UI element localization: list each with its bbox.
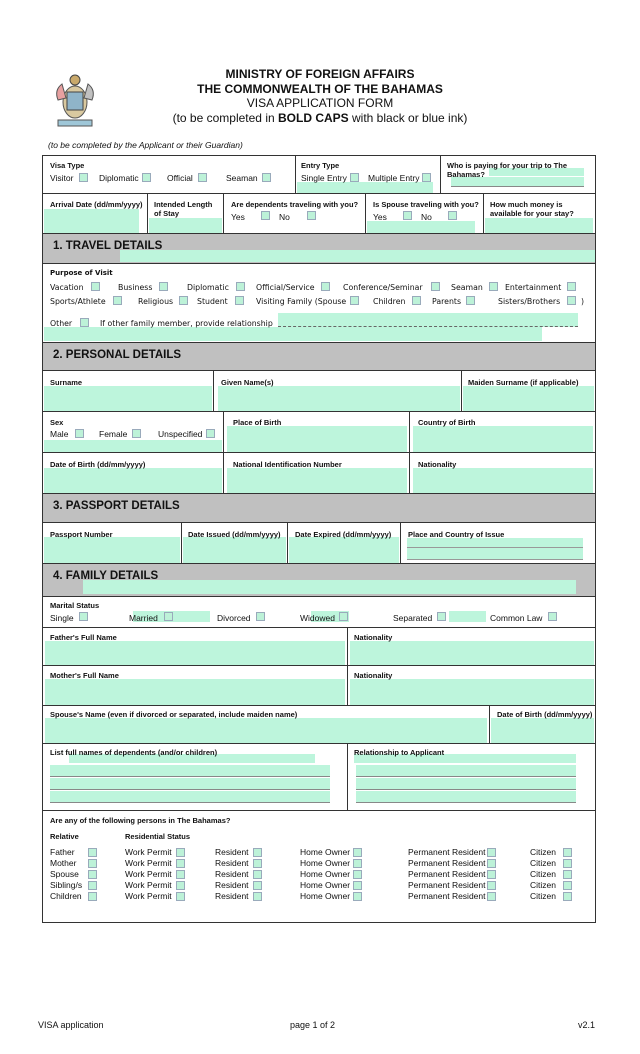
relationship-label: Relationship to Applicant xyxy=(354,748,445,757)
spouse-name-cell xyxy=(42,705,490,744)
purpose-parents-checkbox[interactable] xyxy=(466,296,475,305)
dependent-field-4[interactable] xyxy=(50,791,330,803)
relationship-field-2[interactable] xyxy=(356,765,576,777)
date-expired-label: Date Expired (dd/mm/yyyy) xyxy=(295,530,392,539)
sibling-s-work-permit-checkbox[interactable] xyxy=(176,881,185,890)
purpose-official-service-checkbox[interactable] xyxy=(321,282,330,291)
status-permanent-resident-label: Permanent Resident xyxy=(408,869,486,879)
children-work-permit-checkbox[interactable] xyxy=(176,892,185,901)
spouse-home-owner-checkbox[interactable] xyxy=(353,870,362,879)
sibling-s-resident-checkbox[interactable] xyxy=(253,881,262,890)
visitor-checkbox[interactable] xyxy=(79,173,88,182)
purpose-conference-seminar-checkbox[interactable] xyxy=(431,282,440,291)
instr-pre: (to be completed in xyxy=(172,111,278,125)
place-issue-field-1[interactable] xyxy=(407,538,583,548)
widowed-checkbox[interactable] xyxy=(339,612,348,621)
status-work-permit-label: Work Permit xyxy=(125,858,172,868)
entry-type-label: Entry Type xyxy=(301,161,340,170)
purpose-conference-seminar-label: Conference/Seminar xyxy=(343,283,423,292)
relative-sibling-s-checkbox[interactable] xyxy=(88,881,97,890)
relative-father-label: Father xyxy=(50,847,75,857)
separated-label: Separated xyxy=(393,613,433,623)
dependents-list-cell xyxy=(42,743,348,811)
father-permanent-resident-checkbox[interactable] xyxy=(487,848,496,857)
nin-cell xyxy=(223,452,410,494)
length-field[interactable] xyxy=(149,218,222,233)
mother-field[interactable] xyxy=(45,679,345,705)
commonwealth-title: THE COMMONWEALTH OF THE BAHAMAS xyxy=(197,82,443,96)
spouse-no-label: No xyxy=(421,212,432,222)
status-resident-label: Resident xyxy=(215,847,249,857)
married-label: Married xyxy=(129,613,158,623)
dependents-cell xyxy=(223,193,366,234)
status-home-owner-label: Home Owner xyxy=(300,847,351,857)
dependents-list-label: List full names of dependents (and/or children) xyxy=(50,748,218,757)
passport-number-cell xyxy=(42,522,182,564)
relative-column-header: Relative xyxy=(50,832,79,841)
place-issue-cell xyxy=(400,522,596,564)
children-permanent-resident-checkbox[interactable] xyxy=(487,892,496,901)
multiple-entry-label: Multiple Entry xyxy=(368,173,420,183)
relationship-field-4[interactable] xyxy=(356,791,576,803)
relatives-question: Are any of the following persons in The Bahamas? xyxy=(50,816,231,825)
relative-spouse-checkbox[interactable] xyxy=(88,870,97,879)
sex-cell xyxy=(42,411,224,453)
date-issued-field[interactable] xyxy=(183,537,286,563)
relative-spouse-label: Spouse xyxy=(50,869,79,879)
purpose-entertainment-label: Entertainment xyxy=(505,283,562,292)
mother-citizen-checkbox[interactable] xyxy=(563,859,572,868)
divorced-label: Divorced xyxy=(217,613,251,623)
diplomatic-checkbox[interactable] xyxy=(142,173,151,182)
status-column-header: Residential Status xyxy=(125,832,191,841)
purpose-business-label: Business xyxy=(118,283,153,292)
nin-label: National Identification Number xyxy=(233,460,342,469)
footer-page-number: page 1 of 2 xyxy=(290,1020,336,1030)
mother-permanent-resident-checkbox[interactable] xyxy=(487,859,496,868)
seaman-checkbox[interactable] xyxy=(262,173,271,182)
other-relationship-field[interactable] xyxy=(278,313,578,327)
length-label: Intended Length of Stay xyxy=(154,200,213,218)
single-checkbox[interactable] xyxy=(79,612,88,621)
arrival-label: Arrival Date (dd/mm/yyyy) xyxy=(50,200,143,209)
marital-cell xyxy=(42,596,596,628)
status-citizen-label: Citizen xyxy=(530,891,556,901)
status-resident-label: Resident xyxy=(215,880,249,890)
given-names-cell xyxy=(213,370,462,412)
spouse-permanent-resident-checkbox[interactable] xyxy=(487,870,496,879)
form-instructions xyxy=(0,111,640,125)
sibling-s-home-owner-checkbox[interactable] xyxy=(353,881,362,890)
unspecified-checkbox[interactable] xyxy=(206,429,215,438)
relationship-cell xyxy=(347,743,596,811)
passport-number-field[interactable] xyxy=(44,537,180,563)
other-relationship-field-2[interactable] xyxy=(44,327,542,341)
cob-field[interactable] xyxy=(413,426,593,452)
nationality-cell xyxy=(409,452,596,494)
nationality-field[interactable] xyxy=(413,468,593,493)
sibling-s-citizen-checkbox[interactable] xyxy=(563,881,572,890)
money-label: How much money is available for your stay? xyxy=(490,200,574,218)
who-pays-cell xyxy=(440,155,596,194)
father-field[interactable] xyxy=(45,641,345,665)
nationality-label: Nationality xyxy=(418,460,457,469)
spouse-traveling-field[interactable] xyxy=(367,221,475,233)
relative-father-checkbox[interactable] xyxy=(88,848,97,857)
spouse-resident-checkbox[interactable] xyxy=(253,870,262,879)
female-label: Female xyxy=(99,429,128,439)
status-citizen-label: Citizen xyxy=(530,847,556,857)
section-travel-title: 1. TRAVEL DETAILS xyxy=(53,240,163,252)
place-issue-field-2[interactable] xyxy=(407,548,583,560)
section-family-title: 4. FAMILY DETAILS xyxy=(53,570,159,582)
purpose-seaman-label: Seaman xyxy=(451,283,483,292)
purpose-children-label: Children xyxy=(373,297,406,306)
seaman-label: Seaman xyxy=(226,173,258,183)
purpose-sisters-brothers-label: Sisters/Brothers xyxy=(498,297,561,306)
status-permanent-resident-label: Permanent Resident xyxy=(408,858,486,868)
cob-label: Country of Birth xyxy=(418,418,476,427)
separated-checkbox[interactable] xyxy=(437,612,446,621)
relationship-field-3[interactable] xyxy=(356,778,576,790)
status-permanent-resident-label: Permanent Resident xyxy=(408,880,486,890)
family-details-field[interactable] xyxy=(83,580,576,594)
male-label: Male xyxy=(50,429,69,439)
purpose-sisters-brothers-checkbox[interactable] xyxy=(567,296,576,305)
instr-post: with black or blue ink) xyxy=(348,111,468,125)
mother-cell xyxy=(42,665,348,706)
official-checkbox[interactable] xyxy=(198,173,207,182)
diplomatic-label: Diplomatic xyxy=(99,173,139,183)
purpose-cell xyxy=(42,263,596,343)
sex-label: Sex xyxy=(50,418,64,427)
status-citizen-label: Citizen xyxy=(530,869,556,879)
date-issued-label: Date Issued (dd/mm/yyyy) xyxy=(188,530,281,539)
purpose-sports-athlete-label: Sports/Athlete xyxy=(50,297,106,306)
dob-cell xyxy=(42,452,224,494)
maiden-field[interactable] xyxy=(463,386,594,411)
given-names-field[interactable] xyxy=(218,386,460,411)
purpose-official-service-label: Official/Service xyxy=(256,283,315,292)
multiple-entry-checkbox[interactable] xyxy=(422,173,431,182)
passport-number-label: Passport Number xyxy=(50,530,113,539)
given-names-label: Given Name(s) xyxy=(221,378,274,387)
common-law-label: Common Law xyxy=(490,613,543,623)
relative-mother-label: Mother xyxy=(50,858,77,868)
married-checkbox[interactable] xyxy=(164,612,173,621)
relative-mother-checkbox[interactable] xyxy=(88,859,97,868)
divorced-checkbox[interactable] xyxy=(256,612,265,621)
relative-sibling-s-label: Sibling/s xyxy=(50,880,83,890)
money-field[interactable] xyxy=(485,218,593,233)
maiden-cell xyxy=(461,370,596,412)
father-label: Father's Full Name xyxy=(50,633,117,642)
spouse-dob-field[interactable] xyxy=(491,718,594,743)
spouse-traveling-label: Is Spouse traveling with you? xyxy=(373,200,479,209)
date-expired-field[interactable] xyxy=(289,537,399,563)
section-family-details xyxy=(42,563,596,597)
maiden-label: Maiden Surname (if applicable) xyxy=(468,378,579,387)
status-home-owner-label: Home Owner xyxy=(300,891,351,901)
form-title: VISA APPLICATION FORM xyxy=(246,96,394,110)
footer-version: v2.1 xyxy=(578,1020,596,1030)
entry-type-cell xyxy=(295,155,441,194)
spouse-citizen-checkbox[interactable] xyxy=(563,870,572,879)
closing-paren: ) xyxy=(581,297,585,306)
father-cell xyxy=(42,627,348,666)
children-resident-checkbox[interactable] xyxy=(253,892,262,901)
spouse-yes-checkbox[interactable] xyxy=(403,211,412,220)
status-permanent-resident-label: Permanent Resident xyxy=(408,891,486,901)
purpose-diplomatic-checkbox[interactable] xyxy=(236,282,245,291)
spouse-no-checkbox[interactable] xyxy=(448,211,457,220)
father-nationality-label: Nationality xyxy=(354,633,393,642)
father-citizen-checkbox[interactable] xyxy=(563,848,572,857)
status-home-owner-label: Home Owner xyxy=(300,880,351,890)
footer-left: VISA application xyxy=(38,1020,104,1030)
purpose-visiting-family-spouse-checkbox[interactable] xyxy=(350,296,359,305)
purpose-religious-label: Religious xyxy=(138,297,174,306)
relative-children-checkbox[interactable] xyxy=(88,892,97,901)
purpose-vacation-checkbox[interactable] xyxy=(91,282,100,291)
cob-cell xyxy=(409,411,596,453)
mother-resident-checkbox[interactable] xyxy=(253,859,262,868)
section-personal-title: 2. PERSONAL DETAILS xyxy=(53,349,182,361)
mother-work-permit-checkbox[interactable] xyxy=(176,859,185,868)
mother-nationality-field[interactable] xyxy=(350,679,594,705)
dependents-yes-label: Yes xyxy=(231,212,245,222)
date-expired-cell xyxy=(287,522,401,564)
mother-home-owner-checkbox[interactable] xyxy=(353,859,362,868)
visa-type-label: Visa Type xyxy=(50,161,85,170)
travel-details-field[interactable] xyxy=(120,250,595,262)
marital-field-3[interactable] xyxy=(449,611,486,622)
purpose-student-checkbox[interactable] xyxy=(235,296,244,305)
single-label: Single xyxy=(50,613,74,623)
purpose-vacation-label: Vacation xyxy=(50,283,84,292)
status-work-permit-label: Work Permit xyxy=(125,847,172,857)
arrival-field[interactable] xyxy=(44,209,139,233)
children-citizen-checkbox[interactable] xyxy=(563,892,572,901)
pob-label: Place of Birth xyxy=(233,418,282,427)
official-label: Official xyxy=(167,173,193,183)
section-passport-details xyxy=(42,493,596,523)
mother-label: Mother's Full Name xyxy=(50,671,119,680)
pob-cell xyxy=(223,411,410,453)
dependent-field-3[interactable] xyxy=(50,778,330,790)
other-label: Other xyxy=(50,319,73,328)
status-resident-label: Resident xyxy=(215,869,249,879)
spouse-traveling-cell xyxy=(365,193,484,234)
status-permanent-resident-label: Permanent Resident xyxy=(408,847,486,857)
section-travel-details xyxy=(42,233,596,264)
status-work-permit-label: Work Permit xyxy=(125,880,172,890)
marital-label: Marital Status xyxy=(50,601,100,610)
purpose-diplomatic-label: Diplomatic xyxy=(187,283,229,292)
who-pays-label: Who is paying for your trip to The Bahamas? xyxy=(447,161,567,179)
dependent-field-2[interactable] xyxy=(50,765,330,777)
spouse-dob-cell xyxy=(489,705,596,744)
section-passport-title: 3. PASSPORT DETAILS xyxy=(53,500,180,512)
place-issue-label: Place and Country of Issue xyxy=(408,530,505,539)
female-checkbox[interactable] xyxy=(132,429,141,438)
surname-label: Surname xyxy=(50,378,83,387)
dependents-no-checkbox[interactable] xyxy=(307,211,316,220)
father-resident-checkbox[interactable] xyxy=(253,848,262,857)
status-resident-label: Resident xyxy=(215,891,249,901)
purpose-entertainment-checkbox[interactable] xyxy=(567,282,576,291)
section-personal-details xyxy=(42,342,596,371)
purpose-business-checkbox[interactable] xyxy=(159,282,168,291)
father-nationality-field[interactable] xyxy=(350,641,594,665)
pob-field[interactable] xyxy=(227,426,407,452)
other-checkbox[interactable] xyxy=(80,318,89,327)
dob-label: Date of Birth (dd/mm/yyyy) xyxy=(50,460,146,469)
purpose-label: Purpose of Visit xyxy=(50,269,113,277)
father-work-permit-checkbox[interactable] xyxy=(176,848,185,857)
unspecified-label: Unspecified xyxy=(158,429,203,439)
common-law-checkbox[interactable] xyxy=(548,612,557,621)
widowed-label: Widowed xyxy=(300,613,335,623)
arrival-cell xyxy=(42,193,148,234)
spouse-name-field[interactable] xyxy=(45,718,487,743)
father-home-owner-checkbox[interactable] xyxy=(353,848,362,857)
mother-nationality-label: Nationality xyxy=(354,671,393,680)
father-nationality-cell xyxy=(347,627,596,666)
purpose-visiting-family-spouse-label: Visiting Family (Spouse xyxy=(256,297,347,306)
purpose-sports-athlete-checkbox[interactable] xyxy=(113,296,122,305)
single-entry-label: Single Entry xyxy=(301,173,347,183)
spouse-dob-label: Date of Birth (dd/mm/yyyy) xyxy=(497,710,593,719)
purpose-student-label: Student xyxy=(197,297,228,306)
mother-nationality-cell xyxy=(347,665,596,706)
purpose-parents-label: Parents xyxy=(432,297,462,306)
status-work-permit-label: Work Permit xyxy=(125,891,172,901)
relative-children-label: Children xyxy=(50,891,82,901)
completion-note: (to be completed by the Applicant or their Guardian) xyxy=(48,140,243,150)
spouse-work-permit-checkbox[interactable] xyxy=(176,870,185,879)
visitor-label: Visitor xyxy=(50,173,74,183)
dependents-no-label: No xyxy=(279,212,290,222)
sibling-s-permanent-resident-checkbox[interactable] xyxy=(487,881,496,890)
status-work-permit-label: Work Permit xyxy=(125,869,172,879)
status-citizen-label: Citizen xyxy=(530,880,556,890)
nin-field[interactable] xyxy=(227,468,407,493)
dependents-label: Are dependents traveling with you? xyxy=(231,200,359,209)
visa-type-cell xyxy=(42,155,296,194)
purpose-seaman-checkbox[interactable] xyxy=(489,282,498,291)
status-citizen-label: Citizen xyxy=(530,858,556,868)
ministry-title: MINISTRY OF FOREIGN AFFAIRS xyxy=(225,67,415,81)
status-home-owner-label: Home Owner xyxy=(300,869,351,879)
sex-field[interactable] xyxy=(44,440,222,452)
spouse-yes-label: Yes xyxy=(373,212,387,222)
date-issued-cell xyxy=(181,522,288,564)
dob-field[interactable] xyxy=(44,468,222,493)
purpose-religious-checkbox[interactable] xyxy=(179,296,188,305)
status-resident-label: Resident xyxy=(215,858,249,868)
surname-cell xyxy=(42,370,214,412)
purpose-children-checkbox[interactable] xyxy=(412,296,421,305)
dependents-yes-checkbox[interactable] xyxy=(261,211,270,220)
surname-field[interactable] xyxy=(44,386,212,411)
male-checkbox[interactable] xyxy=(75,429,84,438)
other-relationship-label: If other family member, provide relationship xyxy=(100,319,273,328)
status-home-owner-label: Home Owner xyxy=(300,858,351,868)
entry-type-field[interactable] xyxy=(297,182,433,193)
single-entry-checkbox[interactable] xyxy=(350,173,359,182)
spouse-name-label: Spouse's Name (even if divorced or separated, include maiden name) xyxy=(50,710,298,719)
children-home-owner-checkbox[interactable] xyxy=(353,892,362,901)
money-cell xyxy=(483,193,596,234)
length-cell xyxy=(147,193,224,234)
instr-bold: BOLD CAPS xyxy=(278,111,349,125)
